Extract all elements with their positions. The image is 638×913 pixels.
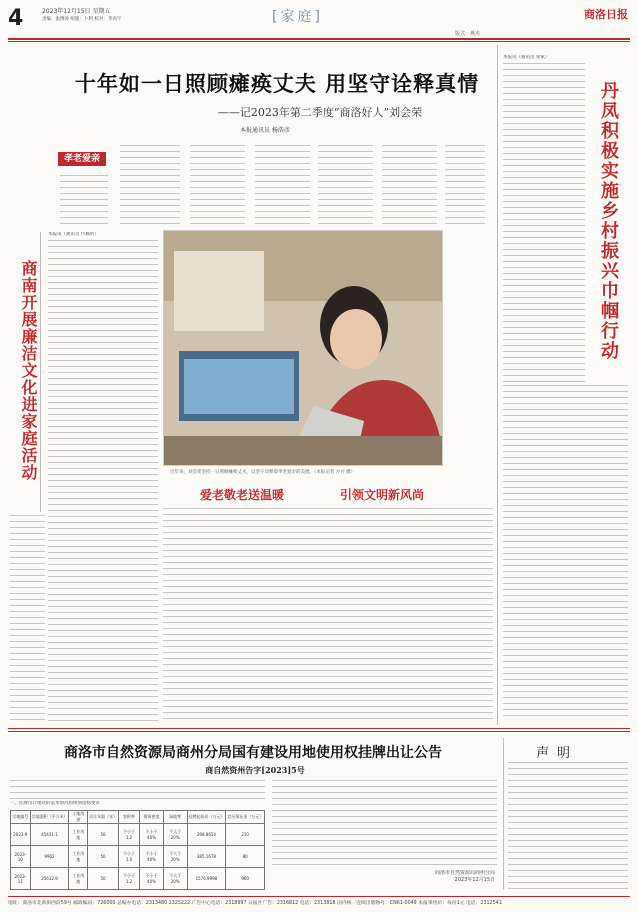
feature-body-col6	[382, 145, 437, 225]
footer-rule	[8, 896, 630, 897]
feature-body-col4	[255, 145, 310, 225]
cell-far: 不小于1.2	[118, 824, 139, 846]
middle-body	[163, 508, 493, 722]
feature-byline: 本报通讯员 杨浩彦	[240, 127, 290, 134]
cell-far: 不小于1.2	[118, 868, 139, 890]
left-column-divider	[40, 232, 41, 512]
section-title: [家庭]	[272, 9, 323, 25]
land-table	[10, 810, 265, 890]
col-header: 土地用途	[69, 811, 88, 824]
left-article-body	[48, 240, 158, 722]
statement-body	[508, 762, 628, 890]
feature-body-col7	[445, 145, 485, 225]
cell-deposit: 80	[226, 846, 265, 868]
middle-headline-right: 引领文明新风尚	[340, 488, 425, 502]
feature-body-col3	[190, 145, 245, 225]
right-article-byline: 本报讯（通讯员 梁斌）	[503, 55, 550, 60]
notice-intro	[10, 780, 265, 800]
cell-area: 9902	[30, 846, 69, 868]
col-header: 挂牌起始价（万元）	[187, 811, 226, 824]
photo-caption: 近年来，刘会荣坚持一日照顾瘫痪丈夫，以坚守诠释着孝老爱亲的美德。（本报记者 方方 摄）	[170, 470, 356, 475]
header-rule-thin	[8, 41, 630, 42]
cell-price: 385.1678	[187, 846, 226, 868]
notice-top-rule-2	[8, 731, 630, 732]
cell-deposit: 210	[226, 824, 265, 846]
cell-deposit: 960	[226, 868, 265, 890]
footer-info: 地址：商洛市北新街西段59号 邮政编码：726000 总编办电话：2313480 2325222 广告中心电话：2318997 日报社广告：2316812 电话：2313818 国内统一连续出版物号：CN61-0049 本报零售价：每份1元 电话：2312541	[8, 901, 502, 906]
feature-subtitle: ——记2023年第二季度“商洛好人”刘会荣	[217, 106, 423, 119]
cell-use: 工业用地	[69, 846, 88, 868]
cell-price: 298.8654	[187, 824, 226, 846]
middle-headline-left: 爱老敬老送温暖	[200, 488, 285, 502]
cell-density: 不小于40%	[140, 824, 164, 846]
right-article-body	[503, 63, 585, 383]
cell-green: 不大于20%	[163, 868, 187, 890]
feature-body-col2	[120, 145, 180, 225]
col-header: 建筑密度	[140, 811, 164, 824]
cell-area: 45431.1	[30, 824, 69, 846]
feature-title: 十年如一日照顾瘫痪丈夫 用坚守诠释真情	[74, 71, 480, 96]
issue-date	[42, 8, 121, 24]
left-article-body-bottom	[10, 515, 45, 722]
table-row	[11, 868, 265, 890]
right-article-body-lower	[503, 385, 628, 720]
header-rule	[8, 38, 630, 40]
cell-id: 2023-10	[11, 846, 31, 868]
cell-density: 不小于40%	[140, 846, 164, 868]
notice-signature	[395, 870, 495, 883]
statement-divider	[503, 738, 504, 890]
col-header: 宗地编号	[11, 811, 31, 824]
col-header: 竞买保证金（万元）	[226, 811, 265, 824]
signature-line: 商洛市自然资源局商州分局	[434, 870, 495, 876]
notice-subtitle: 商自然资州告字[2023]5号	[205, 765, 305, 775]
cell-use: 工业用地	[69, 868, 88, 890]
table-row	[11, 846, 265, 868]
right-column-divider	[497, 45, 498, 725]
right-article-title: 丹凤积极实施乡村振兴巾帼行动	[598, 81, 619, 361]
cell-green: 不大于20%	[163, 824, 187, 846]
photo-illustration	[164, 231, 443, 466]
cell-id: 2023-9	[11, 824, 31, 846]
col-header: 宗地面积（平方米）	[30, 811, 69, 824]
notice-title: 商洛市自然资源局商州分局国有建设用地使用权挂牌出让公告	[64, 745, 442, 761]
cell-term: 50	[88, 824, 119, 846]
notice-top-rule	[8, 728, 630, 729]
date-line: 2023年12月15日 星期五	[42, 8, 111, 15]
cell-price: 1576.9998	[187, 868, 226, 890]
feature-photo	[163, 230, 443, 466]
table-row	[11, 824, 265, 846]
sign-date: 2023年12月15日	[454, 876, 495, 883]
col-header: 绿地率	[163, 811, 187, 824]
paper-logo: 商洛日报	[584, 8, 628, 21]
editor-line: 责编：张博涛 组版：卜利 校对：齐高宇	[42, 17, 122, 22]
feature-body-col1	[60, 175, 108, 225]
page-number: 4	[8, 6, 24, 31]
category-tag: 孝老爱亲	[58, 152, 106, 166]
statement-title: 声明	[536, 746, 579, 761]
left-article-byline: 本报讯（通讯员 代楠昕）	[48, 232, 99, 237]
layout-credit: 版式：燕杰	[455, 31, 481, 37]
col-header: 出让年限（年）	[88, 811, 119, 824]
notice-body	[272, 780, 497, 865]
cell-green: 不大于20%	[163, 846, 187, 868]
cell-density: 不小于40%	[140, 868, 164, 890]
left-article-title: 商南开展廉洁文化进家庭活动	[19, 259, 38, 481]
cell-area: 25612.9	[30, 868, 69, 890]
col-header: 容积率	[118, 811, 139, 824]
feature-body-col5	[318, 145, 373, 225]
cell-far: 不小于1.0	[118, 846, 139, 868]
cell-use: 工业用地	[69, 824, 88, 846]
table-caption: 一、挂牌出让地块的基本情况和规划指标要求	[10, 801, 100, 806]
cell-term: 50	[88, 846, 119, 868]
cell-id: 2023-11	[11, 868, 31, 890]
cell-term: 50	[88, 868, 119, 890]
